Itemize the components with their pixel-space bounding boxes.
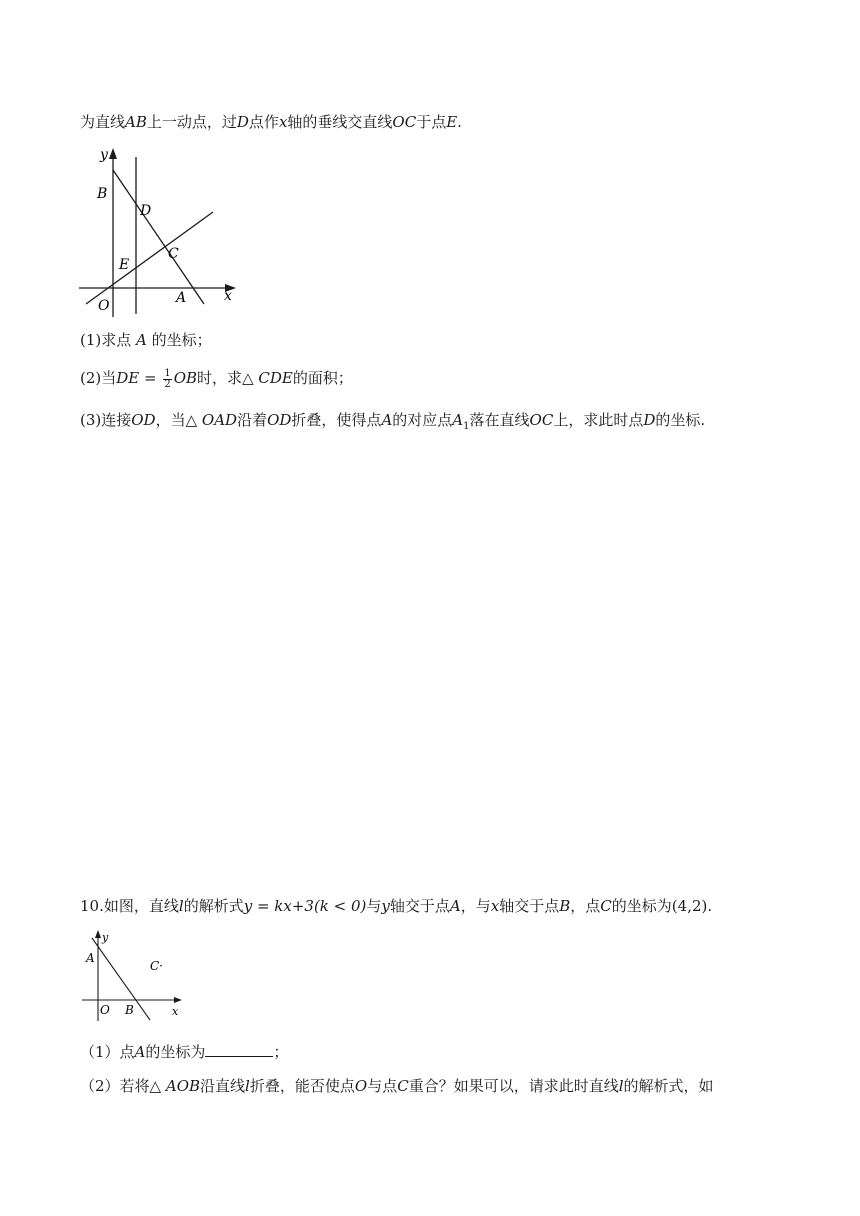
answer-blank[interactable] (205, 1042, 273, 1057)
text: 折叠，能否使点 (249, 1077, 355, 1095)
label-y: y (102, 931, 109, 944)
triangle-symbol: △ (185, 411, 198, 429)
text: 重合？如果可以，请求此时直线 (408, 1077, 619, 1095)
fraction-denominator: 2 (164, 378, 171, 390)
text: ，当 (155, 411, 186, 429)
math-D: D (236, 113, 249, 131)
problem10-intro (80, 896, 712, 916)
y-axis-arrow (109, 148, 117, 159)
subscript-1: 1 (463, 421, 470, 432)
text: 沿直线 (200, 1077, 246, 1095)
math-O: O (354, 1077, 368, 1095)
label-E: E (119, 257, 130, 273)
math-OAD: OAD (201, 411, 238, 429)
math-l: l (178, 897, 184, 915)
text: ，点 (570, 897, 601, 915)
math-A: A (449, 897, 461, 915)
problem9-figure (76, 142, 246, 320)
label-C: C· (150, 959, 163, 973)
text: 与点 (367, 1077, 398, 1095)
problem9-question3 (80, 410, 705, 437)
problem10-question2 (80, 1076, 714, 1096)
label-O: O (98, 298, 110, 314)
problem-number: 10. (80, 897, 104, 915)
text: . (457, 113, 462, 131)
label-x: x (224, 288, 232, 304)
math-equation: y = kx+3(k < 0) (243, 897, 367, 915)
text: 轴交于点 (389, 897, 450, 915)
math-A: A (134, 1043, 146, 1061)
math-C: C (600, 897, 612, 915)
text: 的解析式，如 (623, 1077, 714, 1095)
coordinate-C: (4,2) (671, 897, 708, 915)
text: 的面积； (292, 369, 353, 387)
math-AB: AB (125, 113, 147, 131)
text: ； (273, 1043, 289, 1061)
math-OC: OC (529, 411, 554, 429)
text: 为直线 (80, 113, 126, 131)
text: 沿着 (237, 411, 268, 429)
text: 如图，直线 (103, 897, 179, 915)
text: (2)当 (80, 369, 117, 387)
text: . (707, 897, 713, 915)
text: 上一动点，过 (146, 113, 237, 131)
label-B: B (97, 186, 108, 202)
math-DE: DE (116, 369, 140, 387)
text: 轴的垂线交直线 (287, 113, 393, 131)
problem10-question1 (80, 1042, 288, 1062)
math-OB: OB (173, 369, 198, 387)
text: 折叠，使得点 (291, 411, 382, 429)
math-C: C (397, 1077, 409, 1095)
math-A1: A (452, 411, 464, 429)
text: 轴交于点 (499, 897, 560, 915)
text: 的坐标为 (145, 1043, 206, 1061)
triangle-symbol: △ (242, 369, 254, 387)
text: 点作 (248, 113, 279, 131)
label-C: C (168, 246, 179, 262)
math-AOB: AOB (165, 1077, 201, 1095)
fraction-one-half (163, 369, 171, 390)
x-axis-arrow (174, 997, 182, 1003)
math-OC: OC (392, 113, 417, 131)
text: ，与 (460, 897, 491, 915)
math-l: l (245, 1077, 250, 1095)
text: 与 (366, 897, 382, 915)
text: 落在直线 (469, 411, 530, 429)
math-x: x (278, 113, 288, 131)
text: (3)连接 (80, 411, 132, 429)
math-A: A (381, 411, 393, 429)
line-AB (113, 170, 204, 304)
math-equals: = (139, 369, 162, 387)
text: 的坐标. (655, 411, 706, 429)
text: (1)求点 (80, 331, 137, 349)
math-D: D (643, 411, 656, 429)
problem9-question2 (80, 368, 353, 390)
math-l: l (618, 1077, 624, 1095)
y-axis-arrow (95, 930, 101, 938)
text: 的坐标； (146, 331, 212, 349)
label-O: O (100, 1003, 110, 1017)
text: 的坐标为 (611, 897, 672, 915)
math-E: E (446, 113, 458, 131)
math-x: x (490, 897, 500, 915)
text: 时，求 (197, 369, 243, 387)
label-A: A (176, 290, 187, 306)
label-y: y (100, 147, 108, 163)
text: （2）若将 (80, 1077, 150, 1095)
math-y: y (381, 897, 390, 915)
fraction-numerator: 1 (164, 367, 171, 379)
label-D: D (140, 203, 152, 219)
problem9-intro (80, 112, 462, 132)
math-CDE: CDE (258, 369, 293, 387)
text: （1）点 (80, 1043, 135, 1061)
label-A: A (86, 951, 95, 965)
math-OD: OD (131, 411, 156, 429)
text: 的对应点 (392, 411, 453, 429)
label-x: x (172, 1005, 179, 1018)
text: 于点 (416, 113, 447, 131)
math-B: B (559, 897, 571, 915)
math-A: A (136, 331, 147, 349)
text: 的解析式 (183, 897, 244, 915)
label-B: B (125, 1003, 134, 1017)
text: 上，求此时点 (553, 411, 644, 429)
triangle-symbol: △ (149, 1077, 162, 1095)
math-OD: OD (267, 411, 292, 429)
problem9-question1 (80, 330, 212, 350)
problem10-figure (78, 926, 188, 1024)
